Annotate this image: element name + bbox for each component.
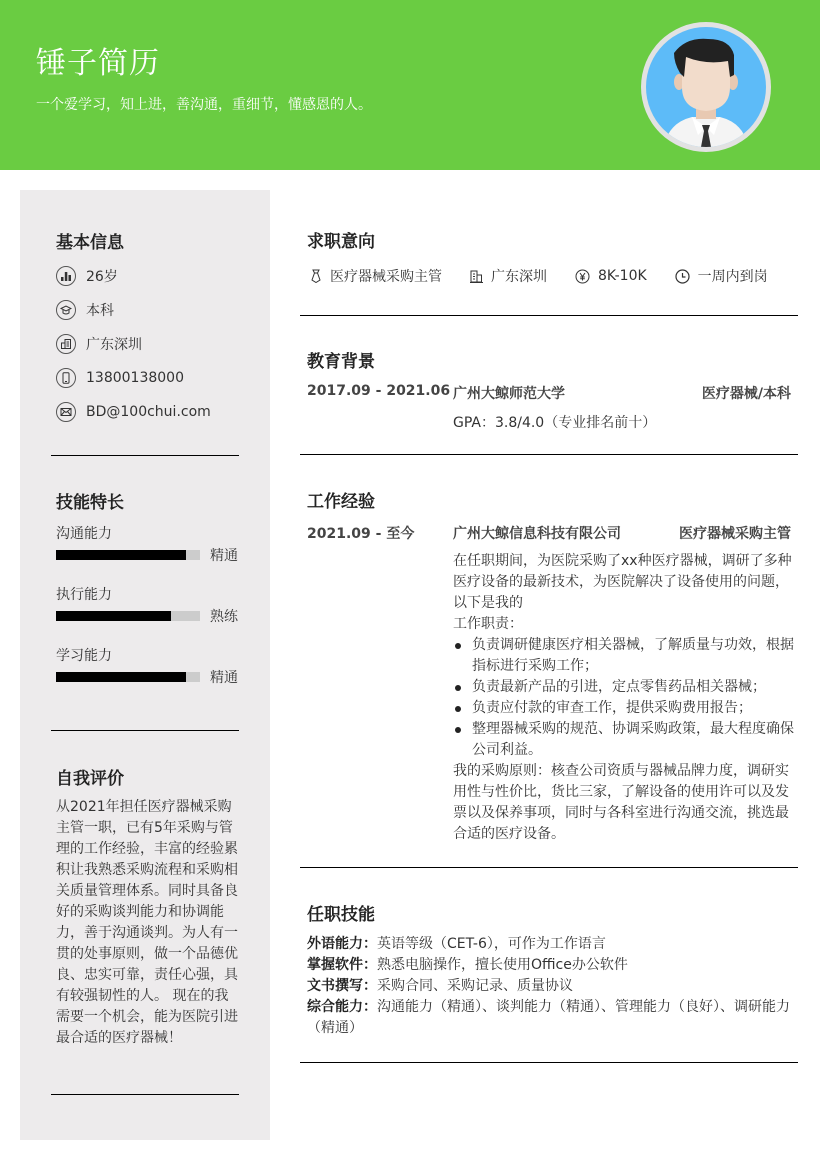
divider [51,730,239,731]
avatar [641,22,771,152]
divider [300,867,798,868]
section-title-work: 工作经验 [307,492,375,512]
duty-item: 负责应付款的审查工作，提供采购费用报告； [453,698,798,719]
skill-item [56,523,239,566]
job-skill-label: 掌握软件： [307,957,377,973]
divider [300,1062,798,1063]
job-intent-row [310,266,796,286]
skill-bar-fill [56,550,186,560]
motto: 一个爱学习，知上进，善沟通，重细节，懂感恩的人。 [36,97,372,113]
header-banner [0,0,820,170]
work-description [453,551,798,845]
skill-name: 执行能力 [56,587,112,603]
job-skill-label: 文书撰写： [307,978,377,994]
section-title: 自我评价 [56,769,124,789]
edu-period: 2017.09 - 2021.06 [307,383,451,399]
skill-item [56,645,239,688]
divider [300,454,798,455]
skill-name: 沟通能力 [56,526,112,542]
job-skills-list [307,934,798,1039]
intent-position-value: 医疗器械采购主管 [330,269,442,285]
male-avatar-icon [646,27,766,147]
job-skill-value: 沟通能力（精通）、谈判能力（精通）、管理能力（良好）、调研能力（精通） [307,999,790,1036]
duty-item: 负责调研健康医疗相关器械，了解质量与功效，根据指标进行采购工作； [453,635,798,677]
tie-icon [310,269,322,283]
location-value: 广东深圳 [86,337,142,353]
building-icon [56,334,76,354]
skill-name: 学习能力 [56,648,112,664]
job-skill-label: 综合能力： [307,999,377,1015]
mail-icon [56,402,76,422]
skill-bar [56,550,200,560]
email-value[interactable]: BD@100chui.com [86,404,211,420]
section-title: 技能特长 [56,493,124,513]
duty-item: 整理器械采购的规范、协调采购政策，最大程度确保公司利益。 [453,719,798,761]
building-icon [470,270,483,283]
age-value: 26岁 [86,269,118,285]
section-title-intent: 求职意向 [307,232,375,252]
work-company: 广州大鲸信息科技有限公司 [453,526,621,542]
work-period: 2021.09 - 至今 [307,526,415,542]
clock-icon [675,269,690,284]
intent-location [470,266,547,286]
info-location [56,327,239,361]
work-position: 医疗器械采购主管 [679,526,791,542]
work-duties-label: 工作职责： [453,616,523,632]
intent-position [310,266,442,286]
job-skill-item [307,997,798,1039]
phone-value[interactable]: 13800138000 [86,370,184,386]
section-title: 基本信息 [56,233,124,253]
info-phone [56,361,239,395]
self-eval-text: 从2021年担任医疗器械采购主管一职，已有5年采购与管理的工作经验，丰富的经验累积让我熟悉采购流程和采购相关质量管理体系。同时具备良好的采购谈判能力和协调能力，善于沟通谈判。为人有一贯的处事原则，做一个品德优良、忠实可靠，责任心强，具有较强韧性的人。 现在的我需要一个机会，能为医院引进最合适的医疗器械！ [56,799,238,1046]
yen-icon [575,269,590,284]
intent-salary-value: 8K-10K [598,268,647,284]
skill-level: 熟练 [210,609,238,625]
info-age [56,259,239,293]
job-skill-item [307,955,798,976]
skill-bar [56,611,200,621]
work-duties-list [453,635,798,761]
phone-icon [56,368,76,388]
intent-availability [675,266,768,286]
chart-icon [56,266,76,286]
edu-gpa: GPA：3.8/4.0（专业排名前十） [453,415,657,431]
self-eval-section [56,764,239,1049]
job-skill-value: 采购合同、采购记录、质量协议 [377,978,573,994]
intent-salary [575,268,647,284]
section-title-job-skills: 任职技能 [307,905,375,925]
intent-location-value: 广东深圳 [491,269,547,285]
divider [51,1094,239,1095]
skill-item [56,584,239,627]
job-skill-item [307,976,798,997]
skill-level: 精通 [210,548,238,564]
sidebar [20,190,270,1140]
resume-title: 锤子简历 [36,46,160,81]
skills-section [56,488,239,688]
degree-value: 本科 [86,303,114,319]
work-principle: 我的采购原则：核查公司资质与器械品牌力度，调研实用性与性价比，货比三家，了解设备的使用许可以及发票以及保养事项，同时与各科室进行沟通交流，挑选最合适的医疗设备。 [453,763,789,842]
skill-bar-fill [56,672,186,682]
edu-major: 医疗器械/本科 [701,386,791,402]
job-skill-value: 熟悉电脑操作，擅长使用Office办公软件 [377,957,628,973]
divider [51,455,239,456]
info-degree [56,293,239,327]
section-title-education: 教育背景 [307,352,375,372]
skill-bar [56,672,200,682]
job-skill-value: 英语等级（CET-6），可作为工作语言 [377,936,606,952]
duty-item: 负责最新产品的引进，定点零售药品相关器械； [453,677,798,698]
intent-availability-value: 一周内到岗 [697,269,768,285]
skill-bar-fill [56,611,171,621]
basic-info-section [56,228,239,429]
graduation-cap-icon [56,300,76,320]
job-skill-label: 外语能力： [307,936,377,952]
divider [300,315,798,316]
job-skill-item [307,934,798,955]
work-intro: 在任职期间，为医院采购了xx种医疗器械，调研了多种医疗设备的最新技术，为医院解决了设备使用的问题，以下是我的 [453,553,792,611]
skill-level: 精通 [210,670,238,686]
info-email [56,395,239,429]
edu-school: 广州大鲸师范大学 [453,386,565,402]
